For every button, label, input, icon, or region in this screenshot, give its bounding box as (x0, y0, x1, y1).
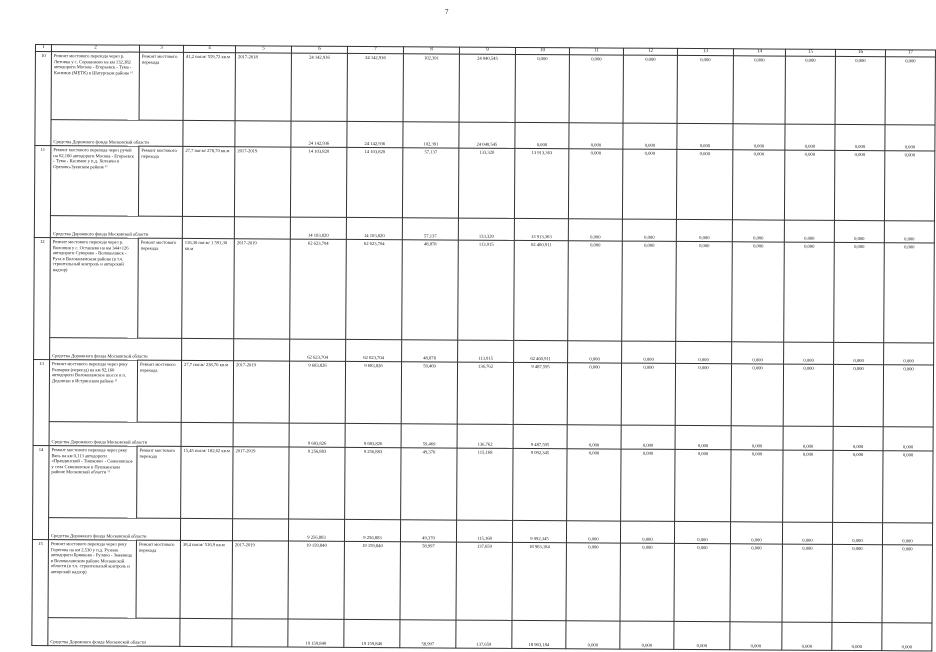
table-row (32, 618, 932, 651)
value-cell: 0,000 (569, 55, 623, 123)
value-cell: 18 963,184 (512, 543, 566, 621)
value-cell: 0,000 (834, 150, 884, 220)
value-cell: 24 142,936 (347, 122, 403, 148)
value-cell: 9 256,883 (288, 519, 344, 541)
value-cell: 0,000 (885, 57, 935, 125)
value-cell: 9 092,345 (513, 449, 567, 521)
capacity-cell: 38,4 пог.м/ 516,9 кв.м (180, 540, 232, 618)
value-cell: 14 103,820 (290, 217, 346, 239)
object-name-cell: Ремонт мостового перехода через реку Разварня (переезд) на км 92,160 автодороги Волоколамское шоссе в п. Дедовски в Истринском районе ¹⁾ (49, 360, 137, 423)
value-cell: 0,000 (835, 124, 885, 150)
value-cell: 0,000 (676, 242, 733, 342)
value-cell: 133,320 (458, 218, 514, 240)
value-cell: 0,000 (730, 544, 782, 622)
value-cell: 0,000 (622, 149, 676, 219)
column-number-cell: 11 (569, 48, 623, 55)
value-cell: 0,000 (884, 343, 934, 365)
value-cell: 0,000 (674, 622, 730, 650)
value-cell: 0,000 (733, 56, 785, 124)
table-row (32, 540, 932, 623)
work-type-cell: Ремонт мостового перехода (138, 146, 182, 216)
value-cell: 133,320 (458, 148, 514, 218)
column-number-cell: 7 (347, 46, 403, 53)
value-cell: 0,000 (623, 123, 677, 149)
funding-source-cell: Средства Дорожного фонда Московской области (50, 338, 182, 361)
value-cell: 0,000 (833, 450, 883, 522)
value-cell: 13 913,363 (514, 149, 568, 219)
column-number-cell: 14 (733, 49, 785, 56)
value-cell: 62 623,704 (346, 239, 403, 339)
value-cell: 137,659 (456, 620, 512, 648)
funding-source-cell: Средства Дорожного фонда Московской области (48, 618, 180, 647)
value-cell: 0,000 (783, 450, 833, 522)
funding-source-cell: Средства Дорожного фонда Московской области (48, 518, 180, 541)
empty-cell (235, 121, 291, 147)
value-cell: 0,000 (732, 150, 784, 220)
value-cell: 62 460,911 (514, 241, 569, 341)
value-cell: 0,000 (882, 545, 932, 623)
empty-cell (181, 422, 233, 446)
value-cell: 0,000 (568, 219, 622, 241)
value-cell: 102,391 (403, 54, 459, 122)
value-cell: 48,878 (402, 240, 459, 340)
work-type-cell: Ремонт мостового перехода (137, 360, 181, 422)
value-cell: 0,000 (674, 522, 730, 544)
value-cell: 9 683,826 (345, 423, 401, 447)
empty-cell (183, 120, 235, 146)
empty-cell (182, 338, 234, 360)
value-cell: 9 092,345 (512, 521, 566, 543)
value-cell: 59,469 (401, 362, 457, 424)
value-cell: 24 142,936 (291, 121, 347, 147)
column-number-cell: 5 (235, 46, 291, 53)
value-cell: 137,659 (456, 542, 512, 620)
value-cell: 9 256,883 (289, 447, 345, 519)
value-cell: 0,000 (834, 220, 884, 242)
value-cell: 136,762 (457, 362, 513, 424)
value-cell: 9 256,883 (344, 519, 400, 541)
column-number-cell: 6 (291, 46, 347, 53)
object-name-cell: Ремонт мостового перехода через р. Волошня у с. Осташево на км 344+126 автодороги Суворово - Волоколамск - Руза в Волоколамском районе (в т.ч. строительный контроль и авторский надзор) (50, 238, 139, 339)
value-cell: 0,000 (675, 450, 731, 522)
value-cell: 0,000 (882, 523, 932, 545)
capacity-cell: 41,2 пог.м/ 559,72 кв.м (183, 53, 235, 121)
value-cell: 0,000 (730, 522, 782, 544)
value-cell: 13 913,363 (514, 219, 568, 241)
period-cell: 2017-2019 (232, 541, 288, 619)
value-cell: 0,000 (568, 149, 622, 219)
value-cell: 0,000 (832, 522, 882, 544)
value-cell: 0,000 (566, 543, 620, 621)
empty-cell (234, 217, 290, 239)
column-number-cell: 8 (403, 47, 459, 54)
value-cell: 0,000 (676, 220, 732, 242)
column-number-cell: 4 (183, 45, 235, 52)
column-number-cell: 1 (35, 45, 51, 52)
value-cell: 62 460,911 (514, 341, 568, 363)
table-row (35, 52, 935, 125)
value-cell: 0,000 (785, 56, 835, 124)
value-cell: 0,000 (675, 426, 731, 450)
value-cell: 14 103,820 (290, 147, 346, 217)
work-type-cell: Ремонт мостового перехода (137, 446, 181, 518)
value-cell: 0,000 (623, 55, 677, 123)
value-cell: 0,000 (622, 341, 676, 363)
row-number-cell: 12 (34, 238, 51, 360)
row-number-cell: 13 (33, 360, 50, 446)
value-cell: 0,000 (782, 622, 832, 650)
value-cell: 0,000 (732, 220, 784, 242)
value-cell: 0,000 (885, 125, 935, 151)
value-cell: 0,000 (730, 622, 782, 650)
value-cell: 0,000 (620, 521, 674, 543)
empty-cell (232, 519, 288, 541)
value-cell: 0,000 (732, 342, 784, 364)
column-number-cell: 17 (885, 50, 935, 57)
value-cell: 14 103,820 (346, 217, 402, 239)
column-number-cell: 9 (459, 47, 515, 54)
value-cell: 0,000 (785, 124, 835, 150)
value-cell: 115,168 (456, 520, 512, 542)
column-number-cell: 12 (623, 48, 677, 55)
value-cell: 9 683,826 (289, 361, 345, 423)
value-cell: 113,915 (458, 240, 515, 340)
value-cell: 0,000 (620, 621, 674, 649)
table-row (33, 360, 933, 427)
value-cell: 9 487,595 (513, 425, 567, 449)
value-cell: 24 142,936 (347, 54, 403, 122)
column-number-cell: 10 (515, 47, 569, 54)
row-number-cell: 11 (34, 146, 51, 238)
value-cell: 0,000 (567, 449, 621, 521)
value-cell: 136,762 (457, 424, 513, 448)
value-cell: 0,000 (834, 342, 884, 364)
column-number-cell: 15 (785, 49, 835, 56)
value-cell: 0,000 (676, 150, 732, 220)
period-cell: 2017-2018 (235, 53, 291, 121)
value-cell: 19 159,840 (344, 541, 400, 619)
value-cell: 0,000 (515, 55, 569, 123)
value-cell: 0,000 (566, 521, 620, 543)
value-cell: 18 963,184 (512, 621, 566, 649)
object-name-cell: Ремонт мостового перехода через реку Горетова на км 2,530 у п.д. Рузино автодороги Брянково - Рузино - Змеевица в Волоколамском районе Московской области (в т.ч. строительный контроль и авторский надзор) (48, 540, 136, 619)
column-number-cell: 3 (139, 45, 183, 52)
work-type-cell: Ремонт мостового перехода (139, 52, 183, 120)
value-cell: 0,000 (676, 342, 732, 364)
value-cell: 48,878 (402, 340, 458, 362)
value-cell: 0,000 (620, 543, 674, 621)
value-cell: 57,137 (402, 218, 458, 240)
value-cell: 24 142,936 (291, 53, 347, 121)
value-cell: 0,000 (784, 220, 834, 242)
value-cell: 0,000 (566, 621, 620, 649)
capacity-cell: 116,30 пог.м/ 1 591,30 кв.м (182, 238, 235, 338)
value-cell: 0,000 (731, 364, 783, 426)
value-cell: 9 683,826 (289, 423, 345, 447)
table-row (33, 446, 933, 523)
empty-cell (180, 518, 232, 540)
empty-cell (234, 339, 290, 361)
value-cell: 0,000 (568, 241, 623, 341)
value-cell: 49,370 (400, 520, 456, 542)
value-cell: 0,000 (569, 123, 623, 149)
value-cell: 0,000 (883, 427, 933, 451)
row-number-cell: 15 (32, 540, 49, 646)
value-cell: 19 159,840 (288, 619, 344, 647)
value-cell: 0,000 (731, 450, 783, 522)
value-cell: 0,000 (675, 364, 731, 426)
row-number-cell: 10 (35, 52, 52, 146)
value-cell: 0,000 (834, 242, 885, 342)
value-cell: 62 623,704 (346, 339, 402, 361)
value-cell: 0,000 (622, 241, 677, 341)
value-cell: 9 487,595 (513, 363, 567, 425)
value-cell: 0,000 (674, 544, 730, 622)
value-cell: 0,000 (784, 242, 835, 342)
empty-cell (233, 423, 289, 447)
value-cell: 0,000 (832, 544, 882, 622)
work-type-cell: Ремонт мостового перехода (136, 540, 180, 618)
value-cell: 58,997 (400, 542, 456, 620)
table-row (34, 146, 934, 221)
value-cell: 0,000 (621, 425, 675, 449)
value-cell: 0,000 (731, 426, 783, 450)
value-cell: 0,000 (784, 150, 834, 220)
object-name-cell: Ремонт мостового перехода через ручей на 62,100 автодороги Москва - Егорьевск - Тума - Касимов у п.д. Хотеичи в Орехово-Зуевском районе ¹⁾ (50, 146, 138, 217)
funding-source-cell: Средства Дорожного фонда Московской области (51, 120, 183, 147)
value-cell: 0,000 (622, 219, 676, 241)
value-cell: 24 040,545 (459, 54, 515, 122)
empty-cell (232, 619, 288, 647)
value-cell: 115,168 (457, 448, 513, 520)
value-cell: 9 683,826 (345, 361, 401, 423)
value-cell: 19 159,840 (344, 619, 400, 647)
value-cell: 0,000 (884, 151, 934, 221)
budget-table (31, 44, 936, 652)
value-cell: 49,370 (401, 448, 457, 520)
value-cell: 0,000 (733, 124, 785, 150)
value-cell: 0,000 (621, 363, 675, 425)
row-number-cell: 14 (32, 446, 49, 540)
value-cell: 0,000 (677, 56, 733, 124)
value-cell: 0,000 (833, 426, 883, 450)
column-number-cell: 2 (51, 45, 139, 53)
value-cell: 102,391 (403, 122, 459, 148)
value-cell: 0,000 (621, 449, 675, 521)
column-number-cell: 13 (677, 48, 733, 55)
capacity-cell: 15,45 пог.м/ 182,62 кв.м (181, 446, 233, 518)
value-cell: 0,000 (883, 451, 933, 523)
object-name-cell: Ремонт мостового перехода через р. Литовка у с. Сорокиново на км 132,382 автодороги Москва - Егорьевск - Тума - Касимов (МЕТК) в Шатурском районе ¹⁾ (51, 52, 139, 121)
period-cell: 2017-2019 (234, 239, 291, 339)
value-cell: 24 040,545 (459, 122, 515, 148)
value-cell: 58,997 (400, 620, 456, 648)
value-cell: 0,000 (884, 221, 934, 243)
value-cell: 113,915 (458, 340, 514, 362)
value-cell: 0,000 (883, 365, 933, 427)
period-cell: 2017-2019 (233, 361, 289, 423)
value-cell: 0,000 (783, 364, 833, 426)
value-cell: 0,000 (835, 56, 885, 124)
value-cell: 0,000 (882, 623, 932, 651)
value-cell: 0,000 (832, 622, 882, 650)
value-cell: 0,000 (677, 124, 733, 150)
value-cell: 57,137 (402, 148, 458, 218)
object-name-cell: Ремонт мостового перехода через реку Вязь на км 0,113 автодороги «Правдинский - Тишково» - Семеновское у села Семеновское в Пушкинском районе Московской области ¹⁾ (49, 446, 137, 519)
value-cell: 62 623,704 (290, 239, 347, 339)
value-cell: 0,000 (782, 522, 832, 544)
value-cell: 0,000 (833, 364, 883, 426)
column-number-cell: 16 (835, 49, 885, 56)
value-cell: 19 159,840 (288, 541, 344, 619)
value-cell: 59,469 (401, 424, 457, 448)
value-cell: 62 623,704 (290, 339, 346, 361)
value-cell: 0,000 (568, 341, 622, 363)
funding-source-cell: Средства Дорожного фонда Московской области (50, 216, 182, 239)
value-cell: 9 256,883 (345, 447, 401, 519)
table-row (34, 238, 935, 343)
value-cell: 0,000 (567, 363, 621, 425)
value-cell: 0,000 (783, 426, 833, 450)
value-cell: 0,000 (567, 425, 621, 449)
value-cell: 0,000 (784, 342, 834, 364)
period-cell: 2017-2019 (234, 147, 290, 217)
page-number: 7 (445, 8, 449, 16)
value-cell: 0,000 (884, 243, 935, 343)
table-body (32, 52, 936, 651)
capacity-cell: 27,7 пог.м/ 278,70 кв.м (182, 146, 234, 216)
capacity-cell: 27,7 пог.м/ 238,70 кв.м (181, 360, 233, 422)
empty-cell (180, 618, 232, 646)
empty-cell (182, 216, 234, 238)
work-type-cell: Ремонт мостового перехода (138, 238, 183, 338)
value-cell: 0,000 (782, 544, 832, 622)
period-cell: 2017-2019 (233, 447, 289, 519)
value-cell: 0,000 (515, 123, 569, 149)
funding-source-cell: Средства Дорожного фонда Московской области (49, 422, 181, 447)
value-cell: 0,000 (732, 242, 785, 342)
value-cell: 14 103,820 (346, 148, 402, 218)
